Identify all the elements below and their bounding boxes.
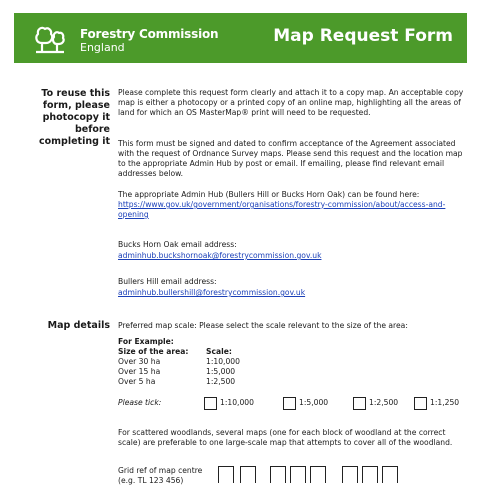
grid-ref-box-4[interactable] — [290, 466, 306, 483]
table-row: Over 5 ha 1:2,500 — [118, 377, 236, 386]
admin-hub-link[interactable]: https://www.gov.uk/government/organisations/forestry-commission/about/access-and-opening — [118, 200, 446, 219]
bh-email-link[interactable]: adminhub.bullershill@forestrycommission.gov.uk — [118, 288, 306, 297]
grid-ref-box-7[interactable] — [362, 466, 378, 483]
scale-5000-checkbox[interactable] — [283, 397, 296, 410]
scale-1250-checkbox[interactable] — [414, 397, 427, 410]
scale-10000-label: 1:10,000 — [220, 398, 254, 407]
intro-para-3: The appropriate Admin Hub (Bullers Hill or Bucks Horn Oak) can be found here: https://www.gov.uk/government/organisations/forestry-commission/about/access-and-opening — [118, 190, 446, 219]
scattered-woodland-note: For scattered woodlands, several maps (one for each block of woodland at the correct scale) are preferable to one large-scale map that attempts to cover all of the woodland. — [118, 428, 453, 447]
grid-ref-box-8[interactable] — [382, 466, 398, 483]
scale-5000-label: 1:5,000 — [299, 398, 329, 407]
col-scale-header: Scale: — [206, 347, 232, 356]
scale-1250-label: 1:1,250 — [430, 398, 460, 407]
grid-ref-box-6[interactable] — [342, 466, 358, 483]
grid-ref-box-2[interactable] — [240, 466, 256, 483]
example-heading: For Example: — [118, 337, 174, 346]
reuse-note: To reuse this form, please photocopy it before completing it — [38, 88, 110, 147]
bho-email-label: Bucks Horn Oak email address: — [118, 240, 237, 249]
grid-ref-label: Grid ref of map centre (e.g. TL 123 456) — [118, 466, 203, 485]
bh-email-block — [118, 277, 468, 298]
grid-ref-box-1[interactable] — [218, 466, 234, 483]
org-name: Forestry Commission — [80, 27, 219, 41]
org-country: England — [80, 41, 125, 54]
header-banner — [14, 13, 467, 63]
intro-para-2: This form must be signed and dated to confirm acceptance of the Agreement associated with the request of Ordnance Survey maps. Please send this request and the location map to the appropriate Admin Hub by post or email. If emailing, please find relevant email addresses below. — [118, 139, 463, 178]
scale-2500-checkbox[interactable] — [353, 397, 366, 410]
col-area-header: Size of the area: — [118, 347, 189, 356]
intro-para-1: Please complete this request form clearly and attach it to a copy map. An acceptable copy map is either a photocopy or a printed copy of an online map, highlighting all the areas of land for which an OS MasterMap® print will need to be requested. — [118, 88, 464, 117]
grid-ref-box-5[interactable] — [310, 466, 326, 483]
bho-email-link[interactable]: adminhub.buckshornoak@forestrycommission.gov.uk — [118, 251, 322, 260]
form-title: Map Request Form — [273, 26, 453, 46]
scale-example-table — [118, 337, 276, 387]
grid-ref-box-3[interactable] — [270, 466, 286, 483]
scale-prompt: Preferred map scale: Please select the scale relevant to the size of the area: — [118, 321, 408, 330]
scale-2500-label: 1:2,500 — [369, 398, 399, 407]
map-details-label: Map details — [47, 320, 110, 331]
scale-10000-checkbox[interactable] — [204, 397, 217, 410]
bho-email-block — [118, 240, 468, 261]
bh-email-label: Bullers Hill email address: — [118, 277, 217, 286]
tree-logo-icon — [33, 22, 67, 56]
table-row: Over 15 ha 1:5,000 — [118, 367, 236, 376]
table-row: Over 30 ha 1:10,000 — [118, 357, 240, 366]
tick-label: Please tick: — [118, 398, 162, 407]
